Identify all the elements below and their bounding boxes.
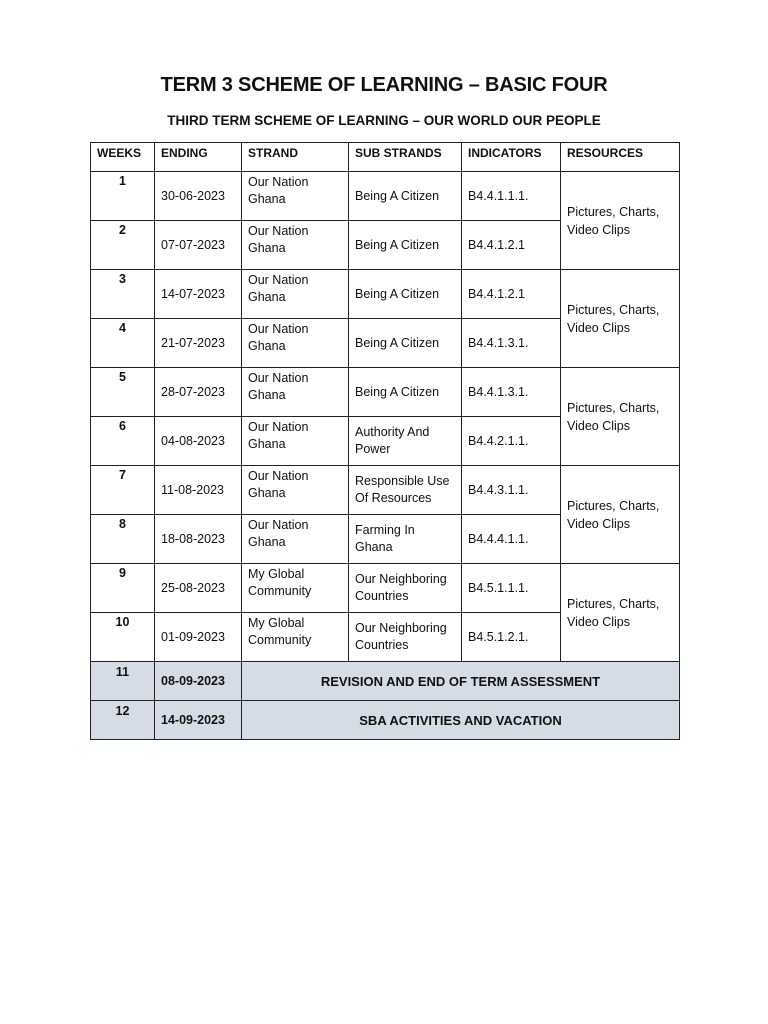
week-number: 6 — [91, 417, 155, 466]
week-ending: 14-07-2023 — [155, 270, 242, 319]
strand: Our Nation Ghana — [242, 270, 349, 319]
sub-strand: Farming In Ghana — [349, 515, 462, 564]
week-ending: 28-07-2023 — [155, 368, 242, 417]
week-number: 3 — [91, 270, 155, 319]
resources: Pictures, Charts, Video Clips — [561, 564, 680, 662]
week-number: 5 — [91, 368, 155, 417]
week-number: 8 — [91, 515, 155, 564]
header-weeks: WEEKS — [91, 143, 155, 172]
sub-strand: Being A Citizen — [349, 221, 462, 270]
strand: Our Nation Ghana — [242, 417, 349, 466]
table-row — [91, 466, 680, 515]
strand: Our Nation Ghana — [242, 515, 349, 564]
week-ending: 08-09-2023 — [155, 662, 242, 701]
header-sub-strands: SUB STRANDS — [349, 143, 462, 172]
indicator: B4.4.1.3.1. — [462, 319, 561, 368]
indicator: B4.4.1.3.1. — [462, 368, 561, 417]
indicator: B4.4.1.2.1 — [462, 270, 561, 319]
document-subtitle: THIRD TERM SCHEME OF LEARNING – OUR WORLD OUR PEOPLE — [167, 113, 601, 128]
table-row-revision — [91, 662, 680, 701]
header-indicators: INDICATORS — [462, 143, 561, 172]
strand: Our Nation Ghana — [242, 466, 349, 515]
week-number: 2 — [91, 221, 155, 270]
week-number: 11 — [91, 662, 155, 701]
week-ending: 25-08-2023 — [155, 564, 242, 613]
indicator: B4.5.1.1.1. — [462, 564, 561, 613]
activity-label: REVISION AND END OF TERM ASSESSMENT — [242, 662, 680, 701]
table-header-row — [91, 143, 680, 172]
sub-strand: Authority And Power — [349, 417, 462, 466]
week-number: 7 — [91, 466, 155, 515]
week-ending: 14-09-2023 — [155, 701, 242, 740]
document-title: TERM 3 SCHEME OF LEARNING – BASIC FOUR — [160, 74, 608, 96]
resources: Pictures, Charts, Video Clips — [561, 172, 680, 270]
indicator: B4.4.1.2.1 — [462, 221, 561, 270]
resources: Pictures, Charts, Video Clips — [561, 270, 680, 368]
week-ending: 07-07-2023 — [155, 221, 242, 270]
strand: My Global Community — [242, 564, 349, 613]
week-number: 1 — [91, 172, 155, 221]
header-strand: STRAND — [242, 143, 349, 172]
sub-strand: Our Neighboring Countries — [349, 613, 462, 662]
table-row — [91, 172, 680, 221]
resources: Pictures, Charts, Video Clips — [561, 466, 680, 564]
sub-strand: Being A Citizen — [349, 319, 462, 368]
indicator: B4.4.3.1.1. — [462, 466, 561, 515]
sub-strand: Our Neighboring Countries — [349, 564, 462, 613]
week-number: 4 — [91, 319, 155, 368]
week-ending: 30-06-2023 — [155, 172, 242, 221]
sub-strand: Being A Citizen — [349, 368, 462, 417]
sub-strand: Responsible Use Of Resources — [349, 466, 462, 515]
sub-strand: Being A Citizen — [349, 270, 462, 319]
week-ending: 01-09-2023 — [155, 613, 242, 662]
week-number: 10 — [91, 613, 155, 662]
activity-label: SBA ACTIVITIES AND VACATION — [242, 701, 680, 740]
table-row-vacation — [91, 701, 680, 740]
header-ending: ENDING — [155, 143, 242, 172]
table-row — [91, 270, 680, 319]
scheme-table — [90, 142, 680, 740]
table-row — [91, 564, 680, 613]
table-row — [91, 368, 680, 417]
strand: Our Nation Ghana — [242, 368, 349, 417]
indicator: B4.4.4.1.1. — [462, 515, 561, 564]
week-number: 12 — [91, 701, 155, 740]
week-number: 9 — [91, 564, 155, 613]
indicator: B4.4.2.1.1. — [462, 417, 561, 466]
sub-strand: Being A Citizen — [349, 172, 462, 221]
indicator: B4.4.1.1.1. — [462, 172, 561, 221]
strand: My Global Community — [242, 613, 349, 662]
week-ending: 04-08-2023 — [155, 417, 242, 466]
week-ending: 11-08-2023 — [155, 466, 242, 515]
week-ending: 21-07-2023 — [155, 319, 242, 368]
strand: Our Nation Ghana — [242, 319, 349, 368]
header-resources: RESOURCES — [561, 143, 680, 172]
week-ending: 18-08-2023 — [155, 515, 242, 564]
indicator: B4.5.1.2.1. — [462, 613, 561, 662]
strand: Our Nation Ghana — [242, 172, 349, 221]
strand: Our Nation Ghana — [242, 221, 349, 270]
resources: Pictures, Charts, Video Clips — [561, 368, 680, 466]
